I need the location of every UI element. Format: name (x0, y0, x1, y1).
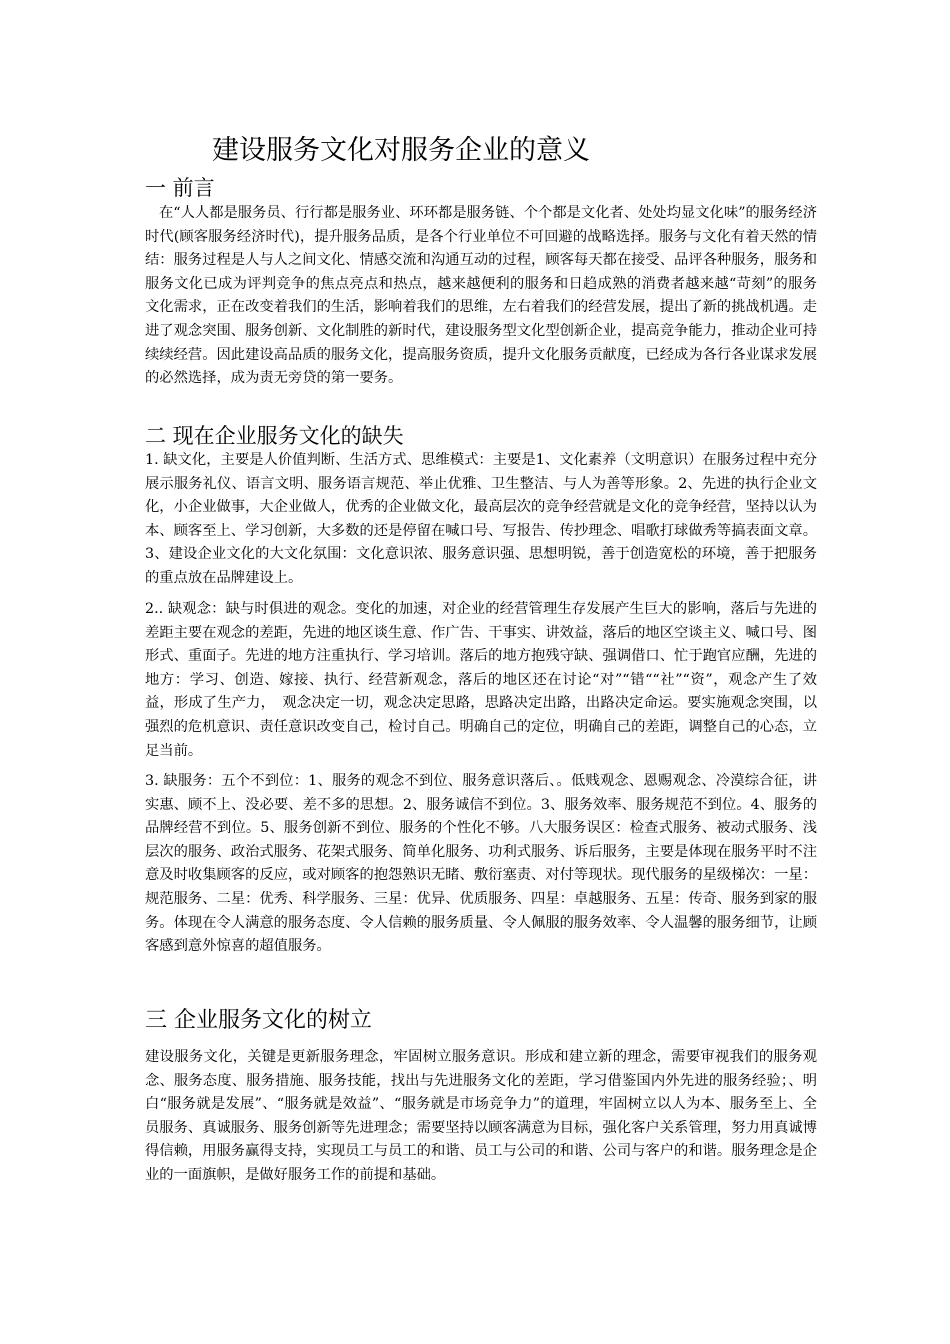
document-title: 建设服务文化对服务企业的意义 (212, 135, 590, 166)
section-heading-preface: 一 前言 (145, 176, 215, 200)
section-heading-deficiencies: 二 现在企业服务文化的缺失 (145, 424, 404, 448)
paragraph-preface: 在“人人都是服务员、行行都是服务业、环环都是服务链、个个都是文化者、处处均显文化味”的服务经济时代(顾客服务经济时代)，提升服务品质，是各个行业单位不可回避的战略选择。服务与文化有着天然的情结：服务过程是人与人之间文化、情感交流和沟通互动的过程，顾客每天都在接受、品评各种服务，服务和服务文化已成为评判竞争的焦点亮点和热点，越来越便利的服务和日趋成熟的消费者越来越“苛刻”的服务文化需求，正在改变着我们的生活，影响着我们的思维，左右着我们的经营发展，提出了新的挑战机遇。走进了观念突围、服务创新、文化制胜的新时代，建设服务型文化型创新企业，提高竞争能力，推动企业可持续续经营。因此建设高品质的服务文化，提高服务资质，提升文化服务贡献度，已经成为各行各业谋求发展的必然选择，成为责无旁贷的第一要务。 (145, 205, 817, 387)
paragraph-lack-concepts: 2.. 缺观念：缺与时俱进的观念。变化的加速，对企业的经营管理生存发展产生巨大的影响，落后与先进的差距主要在观念的差距，先进的地区谈生意、作广告、干事实、讲效益，落后的地区空谈主义、喊口号、图形式、重面子。先进的地方注重执行、学习培训。落后的地方抱残守缺、强调借口、忙于跑官应酬，先进的地方：学习、创造、嫁接、执行、经营新观念，落后的地区还在讨论“对”“错““社”“资”，观念产生了效益，形成了生产力， 观念决定一切，观念决定思路，思路决定出路，出路决定命运。要实施观念突围，以强烈的危机意识、责任意识改变自己，检讨自己。明确自己的定位，明确自己的差距，调整自己的心态，立足当前。 (145, 601, 817, 759)
paragraph-lack-culture: 1. 缺文化，主要是人价值判断、生活方式、思维模式：主要是1、文化素养（文明意识）在服务过程中充分展示服务礼仪、语言文明、服务语言规范、举止优雅、卫生整洁、与人为善等形象。2、先进的执行企业文化，小企业做事，大企业做人，优秀的企业做文化，最高层次的竞争经营就是文化的竞争经营，坚持以认为本、顾客至上、学习创新，大多数的还是停留在喊口号、写报告、传抄理念、唱歌打球做秀等搞表面文章。3、建设企业文化的大文化氛围：文化意识浓、服务意识强、思想明锐，善于创造宽松的环境，善于把服务的重点放在品牌建设上。 (145, 452, 817, 586)
section-heading-establishment: 三 企业服务文化的树立 (145, 1008, 372, 1033)
paragraph-lack-service: 3. 缺服务：五个不到位：1、服务的观念不到位、服务意识落后、。低贱观念、恩赐观念、冷漠综合征，讲实惠、顾不上、没必要、差不多的思想。2、服务诚信不到位。3、服务效率、服务规范不到位。4、服务的品牌经营不到位。5、服务创新不到位、服务的个性化不够。八大服务误区：检查式服务、被动式服务、浅层次的服务、政治式服务、花架式服务、简单化服务、功利式服务、诉后服务，主要是体现在服务平时不注意及时收集顾客的反应，或对顾客的抱怨熟识无睹、敷衍塞责、对付等现状。现代服务的星级梯次：一星：规范服务、二星：优秀、科学服务、三星：优异、优质服务、四星：卓越服务、五星：传奇、服务到家的服务。体现在令人满意的服务态度、令人信赖的服务质量、令人佩服的服务效率、令人温馨的服务细节，让顾客感到意外惊喜的超值服务。 (145, 773, 817, 955)
paragraph-establishment: 建设服务文化，关键是更新服务理念，牢固树立服务意识。形成和建立新的理念，需要审视我们的服务观念、服务态度、服务措施、服务技能，找出与先进服务文化的差距，学习借鉴国内外先进的服务经验；、明白“服务就是发展”、“服务就是效益”、“服务就是市场竞争力”的道理，牢固树立以人为本、服务至上、全员服务、真诚服务、服务创新等先进理念；需要坚持以顾客满意为目标，强化客户关系管理，努力用真诚博得信赖，用服务赢得支持，实现员工与员工的和谐、员工与公司的和谐、公司与客户的和谐。服务理念是企业的一面旗帜，是做好服务工作的前提和基础。 (145, 1049, 817, 1183)
